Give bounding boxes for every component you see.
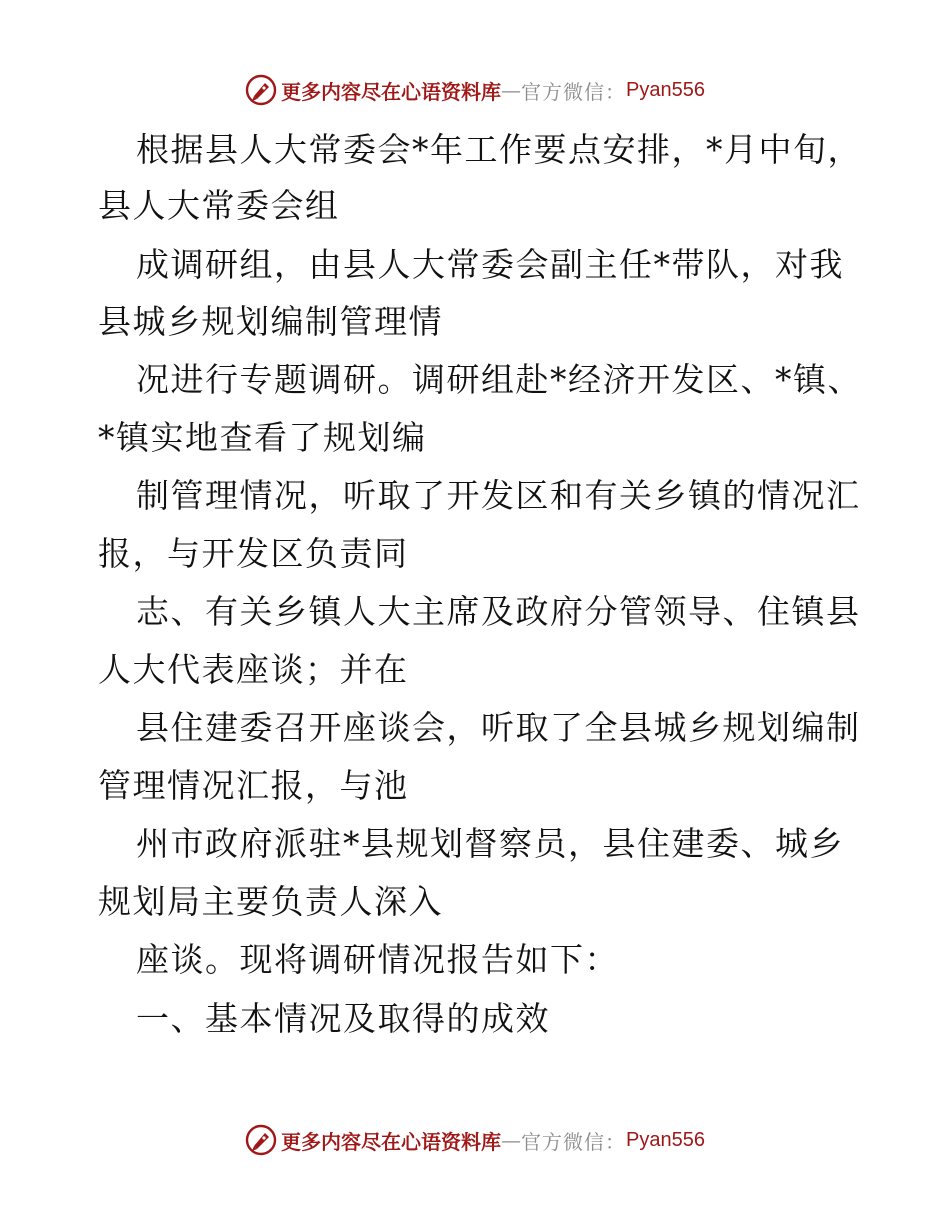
- pen-nib-logo-icon: [245, 74, 277, 106]
- text-line: 根据县人大常委会*年工作要点安排，*月中旬，: [136, 130, 862, 169]
- text-line: 规划局主要负责人深入: [98, 882, 443, 921]
- text-line: 管理情况汇报，与池: [98, 766, 409, 805]
- text-line: 报，与开发区负责同: [98, 534, 409, 573]
- text-line: 县城乡规划编制管理情: [98, 302, 443, 341]
- footer-watermark: [0, 1120, 950, 1160]
- watermark-weixin-id: Pyan556: [626, 1128, 705, 1151]
- text-line: 制管理情况，听取了开发区和有关乡镇的情况汇: [136, 476, 861, 515]
- text-line: 县人大常委会组: [98, 186, 340, 225]
- watermark-separator: —: [501, 78, 522, 102]
- watermark-weixin-id: Pyan556: [626, 78, 705, 101]
- watermark-weixin-label: 官方微信：: [521, 79, 627, 104]
- text-line: *镇实地查看了规划编: [98, 418, 427, 457]
- watermark-separator: —: [501, 1128, 522, 1152]
- pen-nib-logo-icon: [245, 1124, 277, 1156]
- section-heading: 一、基本情况及取得的成效: [136, 999, 550, 1038]
- text-line: 县住建委召开座谈会，听取了全县城乡规划编制: [136, 708, 861, 747]
- header-watermark: [0, 70, 950, 110]
- text-line: 况进行专题调研。调研组赴*经济开发区、*镇、: [136, 360, 862, 399]
- watermark-brand: 更多内容尽在心语资料库: [281, 1129, 502, 1154]
- watermark-weixin-label: 官方微信：: [521, 1129, 627, 1154]
- text-line: 志、有关乡镇人大主席及政府分管领导、住镇县: [136, 592, 861, 631]
- text-line: 人大代表座谈；并在: [98, 650, 409, 689]
- text-line: 座谈。现将调研情况报告如下：: [136, 940, 619, 979]
- text-line: 州市政府派驻*县规划督察员，县住建委、城乡: [136, 824, 844, 863]
- watermark-brand: 更多内容尽在心语资料库: [281, 79, 502, 104]
- text-line: 成调研组，由县人大常委会副主任*带队，对我: [136, 245, 844, 284]
